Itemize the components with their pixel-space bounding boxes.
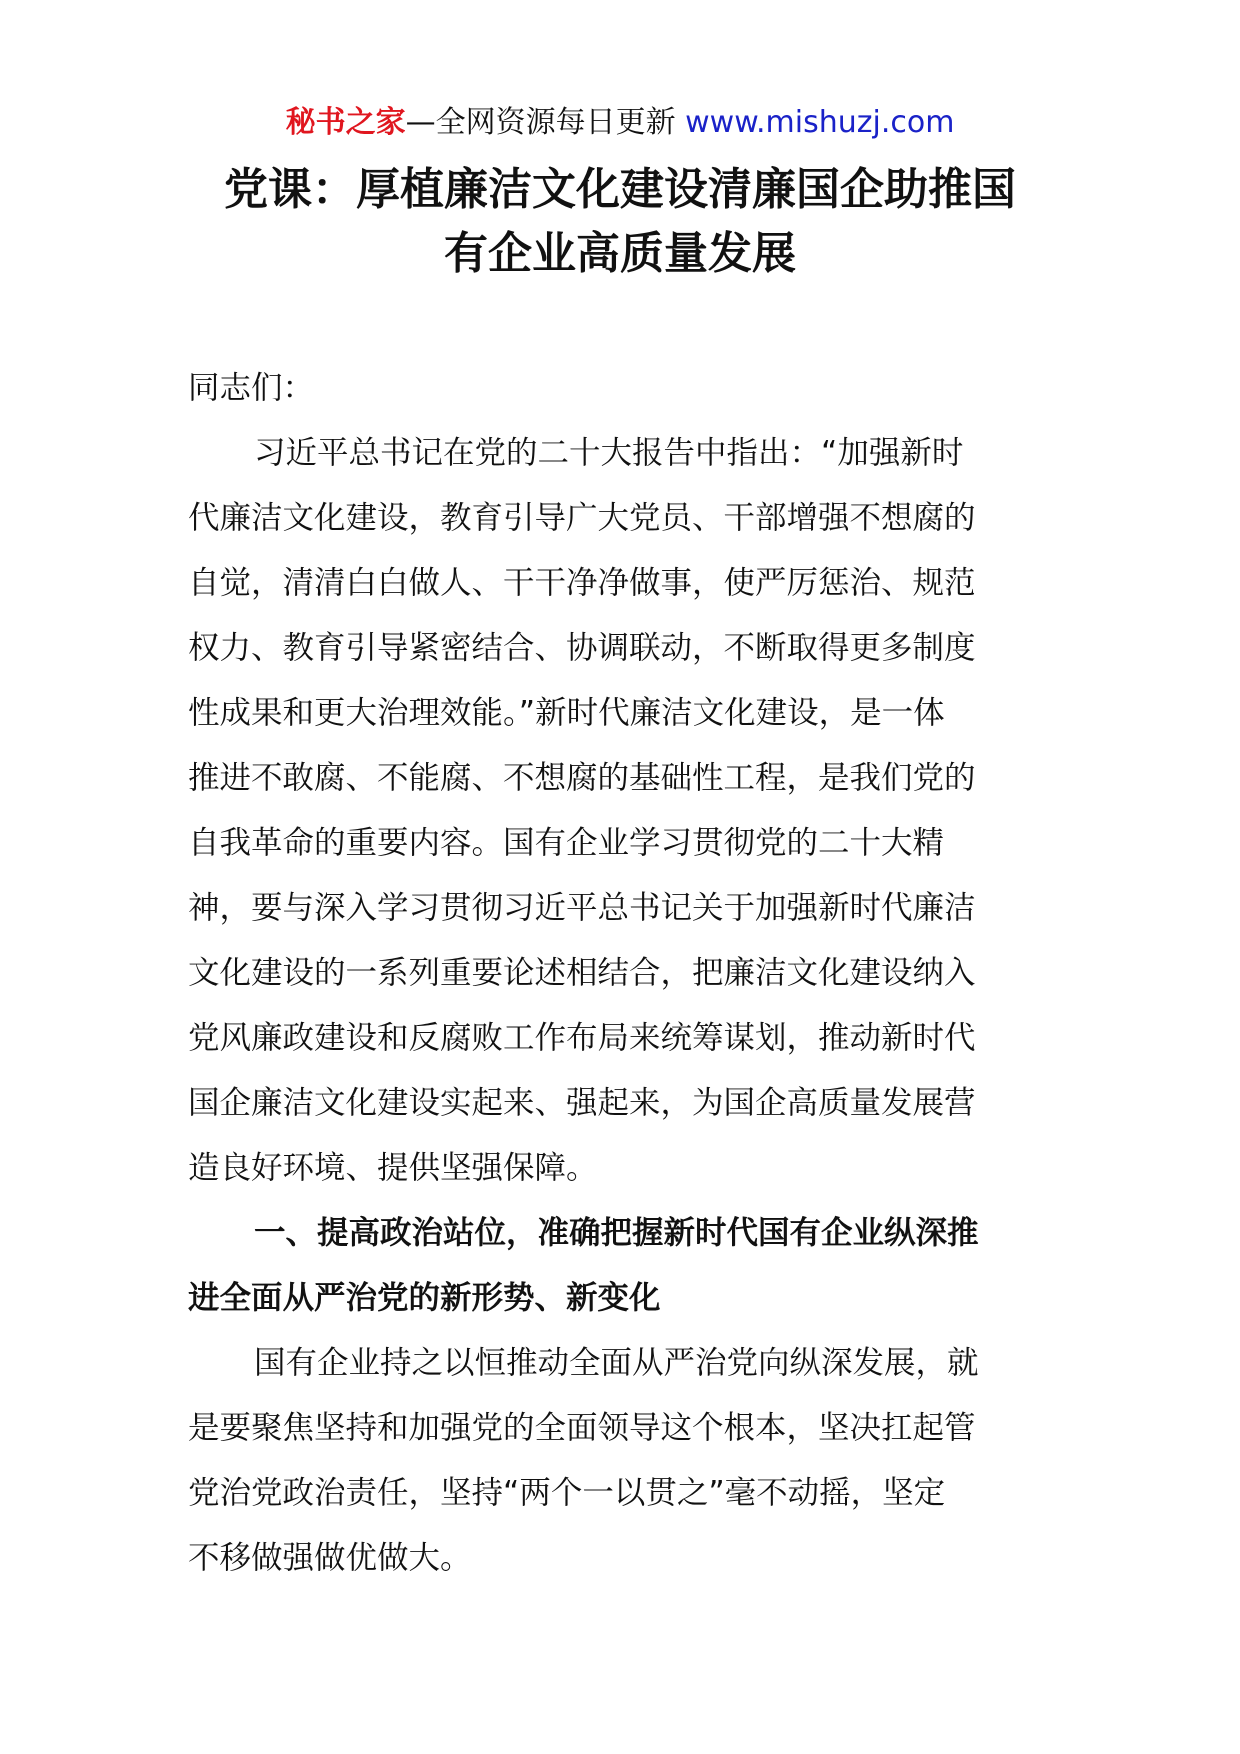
paragraph-line: 神，要与深入学习贯彻习近平总书记关于加强新时代廉洁 [188,890,976,926]
paragraph-line: 自觉，清清白白做人、干干净净做事，使严厉惩治、规范 [188,565,976,601]
paragraph-line: 权力、教育引导紧密结合、协调联动，不断取得更多制度 [188,630,976,666]
paragraph-line: 代廉洁文化建设，教育引导广大党员、干部增强不想腐的 [188,500,976,536]
paragraph-line: 是要聚焦坚持和加强党的全面领导这个根本，坚决扛起管 [188,1410,976,1446]
paragraph-line: 国有企业持之以恒推动全面从严治党向纵深发展，就 [254,1345,979,1381]
brand-name: 秘书之家 [285,105,406,140]
paragraph-line: 党风廉政建设和反腐败工作布局来统筹谋划，推动新时代 [188,1020,976,1056]
paragraph-intro [188,421,1058,1201]
paragraph-line: 造良好环境、提供坚强保障。 [188,1150,598,1186]
paragraph-line: 不移做强做优做大。 [188,1540,472,1576]
paragraph-line: 自我革命的重要内容。国有企业学习贯彻党的二十大精 [188,825,945,861]
title-line: 有企业高质量发展 [444,228,796,279]
document-body [188,356,1058,1591]
paragraph-line: 党治党政治责任，坚持“两个一以贯之”毫不动摇，坚定 [188,1475,946,1511]
banner-tagline: —全网资源每日更新 [405,105,686,140]
heading-line: 一、提高政治站位，准确把握新时代国有企业纵深推 [254,1215,979,1251]
site-banner [0,103,1240,143]
paragraph-line: 文化建设的一系列重要论述相结合，把廉洁文化建设纳入 [188,955,976,991]
salutation: 同志们： [188,370,315,406]
paragraph-section-one [188,1331,1058,1591]
title-line: 党课：厚植廉洁文化建设清廉国企助推国 [224,164,1016,215]
paragraph-line: 性成果和更大治理效能。”新时代廉洁文化建设，是一体 [188,695,945,731]
website-url: www.mishuzj.com [685,105,955,140]
section-heading [188,1201,1058,1331]
paragraph-line: 推进不敢腐、不能腐、不想腐的基础性工程，是我们党的 [188,760,976,796]
paragraph-line: 习近平总书记在党的二十大报告中指出：“加强新时 [254,435,964,471]
heading-line: 进全面从严治党的新形势、新变化 [188,1280,661,1316]
paragraph-line: 国企廉洁文化建设实起来、强起来，为国企高质量发展营 [188,1085,976,1121]
document-title [160,158,1080,286]
